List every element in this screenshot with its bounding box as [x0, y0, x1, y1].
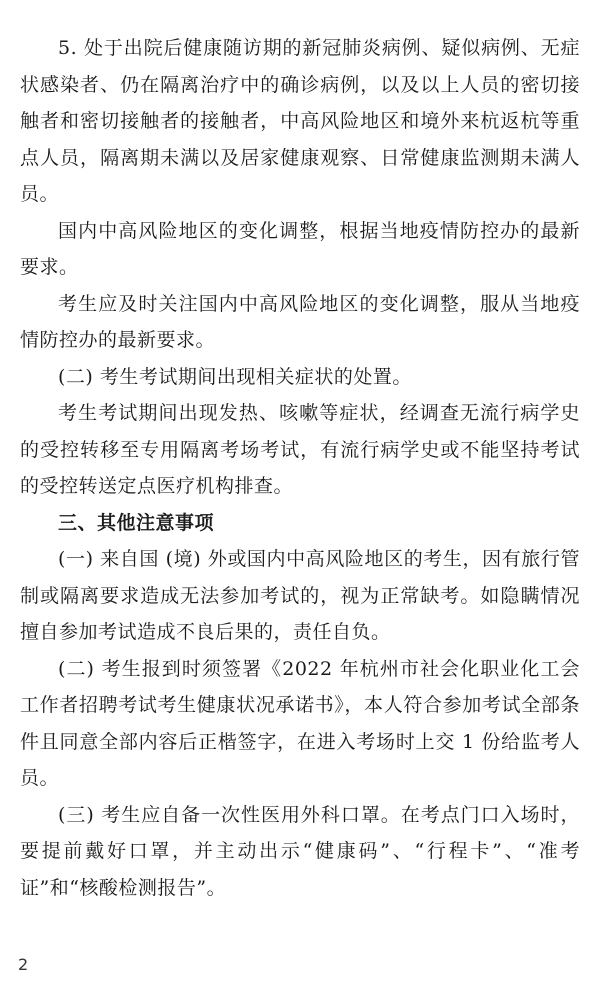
- document-page: [20, 0, 580, 1000]
- page-number: 2: [18, 955, 29, 974]
- paragraph-risk-area-adjustment: 国内中高风险地区的变化调整，根据当地疫情防控办的最新要求。: [20, 219, 580, 278]
- paragraph-item-5: 5. 处于出院后健康随访期的新冠肺炎病例、疑似病例、无症状感染者、仍在隔离治疗中的确诊病例，以及以上人员的密切接触者和密切接触者的接触者，中高风险地区和境外来杭返杭等重点人员，隔离期未满以及居家健康观察、日常健康监测期未满人员。: [20, 37, 580, 205]
- paragraph-note-2: (二) 考生报到时须签署《2022 年杭州市社会化职业化工会工作者招聘考试考生健康状况承诺书》，本人符合参加考试全部条件且同意全部内容后正楷签字，在进入考场时上交 1 份给监考人员。: [20, 657, 580, 789]
- paragraph-note-1: (一) 来自国 (境) 外或国内中高风险地区的考生，因有旅行管制或隔离要求造成无法参加考试的，视为正常缺考。如隐瞒情况擅自参加考试造成不良后果的，责任自负。: [20, 548, 580, 643]
- paragraph-symptom-handling: 考生考试期间出现发热、咳嗽等症状，经调查无流行病学史的受控转移至专用隔离考场考试，有流行病学史或不能坚持考试的受控转送定点医疗机构排查。: [20, 402, 580, 497]
- section-heading-other-notes: 三、其他注意事项: [58, 511, 215, 534]
- paragraph-note-3: (三) 考生应自备一次性医用外科口罩。在考点门口入场时，要提前戴好口罩，并主动出示“健康码”、“行程卡”、“准考证”和“核酸检测报告”。: [20, 803, 580, 899]
- paragraph-follow-requirements: 考生应及时关注国内中高风险地区的变化调整，服从当地疫情防控办的最新要求。: [20, 292, 580, 351]
- subheading-symptom-handling: (二) 考生考试期间出现相关症状的处置。: [58, 365, 412, 388]
